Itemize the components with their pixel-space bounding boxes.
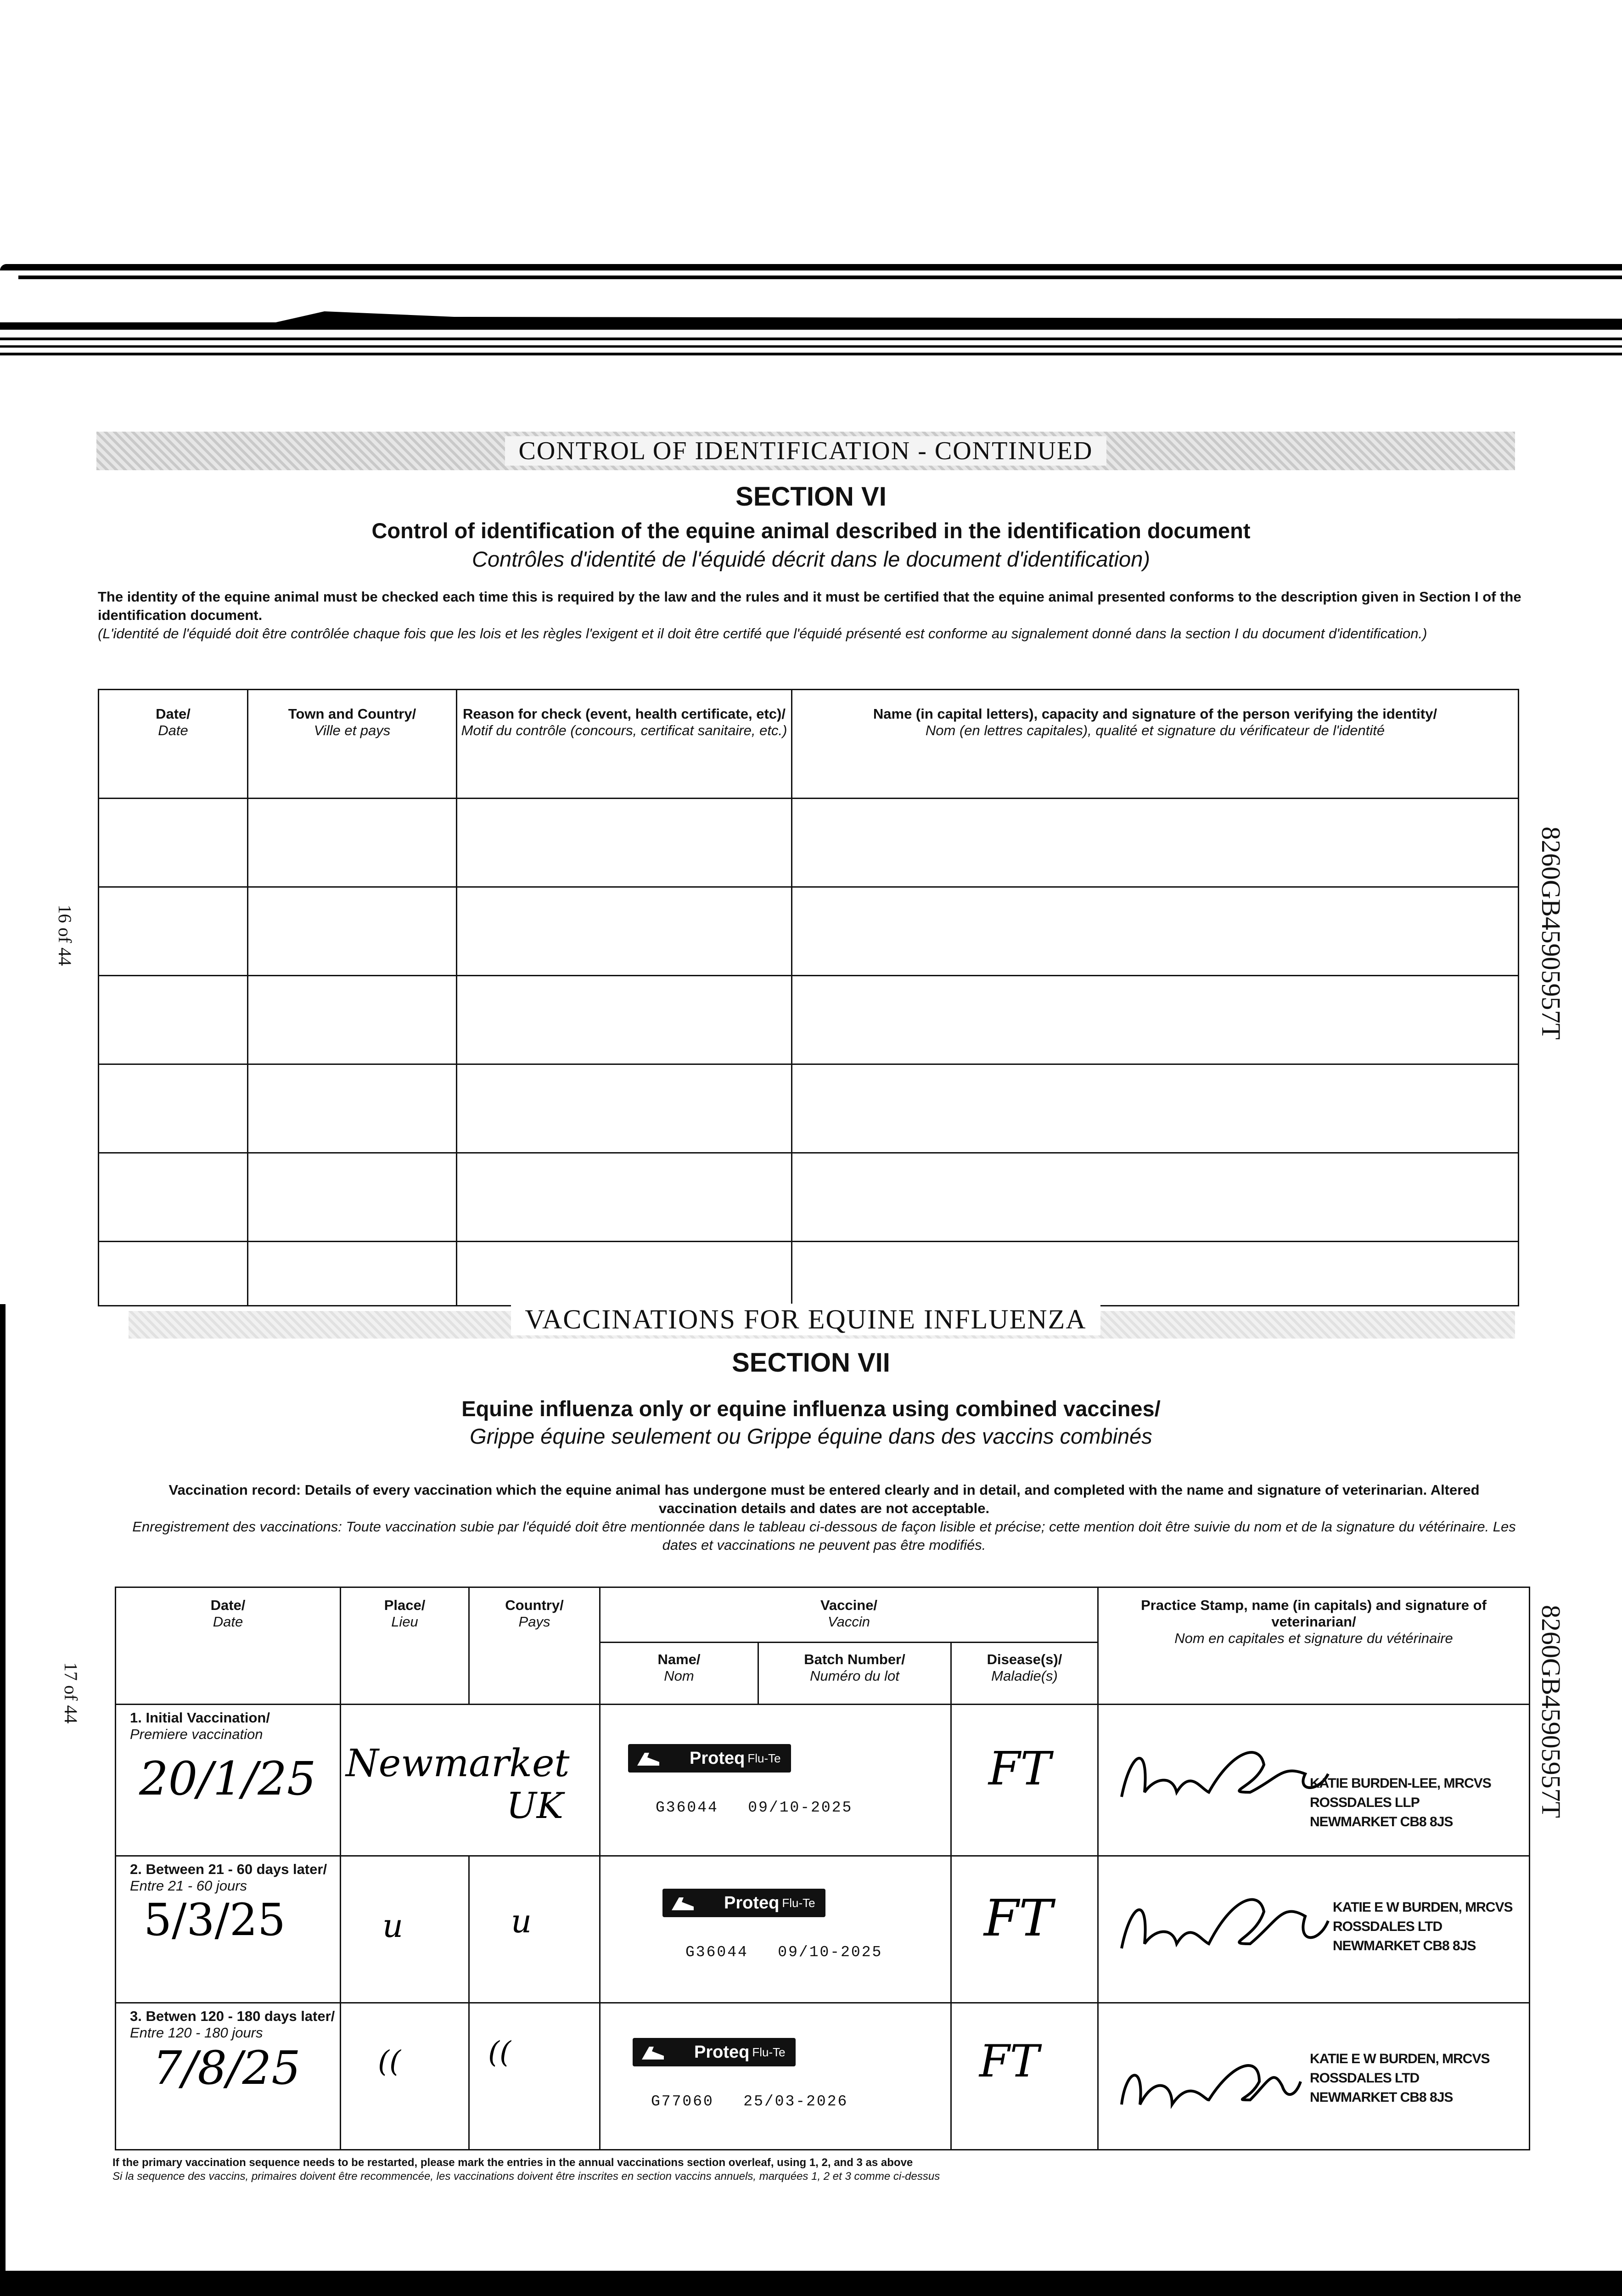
place-cell[interactable] bbox=[341, 2003, 469, 2150]
batch-expiry: 25/03-2026 bbox=[743, 2093, 848, 2110]
footnote-en: If the primary vaccination sequence needs to be restarted, please mark the entries in the annual vaccinations section overleaf, using 1, 2, and 3 as above bbox=[112, 2156, 913, 2169]
practice-cell[interactable] bbox=[1098, 1856, 1530, 2003]
identification-check-table bbox=[98, 689, 1519, 1306]
handwritten-date: 20/1/25 bbox=[139, 1752, 316, 1806]
table-row bbox=[99, 1242, 1519, 1306]
batch-line bbox=[656, 1799, 853, 1816]
section6-intro bbox=[98, 588, 1526, 643]
col-header-disease: Disease(s)/ Maladie(s) bbox=[951, 1643, 1098, 1705]
date-cell[interactable] bbox=[99, 1064, 248, 1153]
vet-signature bbox=[1112, 1723, 1333, 1815]
document-id-top: 8260GB45905957T bbox=[1536, 827, 1566, 1040]
reason-cell[interactable] bbox=[457, 799, 792, 887]
verifier-cell[interactable] bbox=[792, 887, 1519, 976]
col-header-practice: Practice Stamp, name (in capitals) and signature of veterinarian/ Nom en capitales et signature du vétérinaire bbox=[1098, 1587, 1530, 1705]
vet-signature bbox=[1112, 2026, 1305, 2118]
town-cell[interactable] bbox=[248, 887, 457, 976]
col-header-reason: Reason for check (event, health certificate, etc)/ Motif du contrôle (concours, certificat sanitaire, etc.) bbox=[457, 690, 792, 799]
section6-banner-text: CONTROL OF IDENTIFICATION - CONTINUED bbox=[505, 436, 1107, 466]
batch-number: G36044 bbox=[685, 1944, 748, 1961]
scan-edge-bottom bbox=[0, 2271, 1622, 2296]
date-cell[interactable]: 2. Between 21 - 60 days later/ Entre 21 - 60 jours 5/3/25 bbox=[116, 1856, 341, 2003]
scan-edge-top-1 bbox=[0, 264, 1622, 270]
date-cell[interactable] bbox=[99, 887, 248, 976]
place-cell[interactable] bbox=[341, 1856, 469, 2003]
scan-edge-top-2 bbox=[18, 276, 1622, 279]
date-cell[interactable]: 3. Betwen 120 - 180 days later/ Entre 120 - 180 jours 7/8/25 bbox=[116, 2003, 341, 2150]
reason-cell[interactable] bbox=[457, 887, 792, 976]
practice-stamp: KATIE E W BURDEN, MRCVS ROSSDALES LTD NEWMARKET CB8 8JS bbox=[1333, 1900, 1513, 1953]
scan-edge-top-4 bbox=[0, 338, 1622, 340]
col-header-place: Place/ Lieu bbox=[341, 1587, 469, 1705]
vaccination-table bbox=[115, 1587, 1530, 2150]
handwritten-country: (( bbox=[488, 2036, 511, 2070]
vaccine-sticker: Proteq Flu-Te bbox=[633, 2038, 796, 2066]
practice-cell[interactable] bbox=[1098, 2003, 1530, 2150]
section6-label: SECTION VI bbox=[735, 482, 887, 512]
section7-banner-text: VACCINATIONS FOR EQUINE INFLUENZA bbox=[511, 1304, 1100, 1335]
scan-edge-top-3 bbox=[0, 311, 1622, 330]
col-header-vaccine-name: Name/ Nom bbox=[600, 1643, 758, 1705]
batch-number: G36044 bbox=[656, 1799, 718, 1816]
col-header-town: Town and Country/ Ville et pays bbox=[248, 690, 457, 799]
handwritten-disease: FT bbox=[988, 1742, 1051, 1795]
col-header-date: Date/ Date bbox=[99, 690, 248, 799]
table-row bbox=[99, 976, 1519, 1064]
vaccine-sticker: Proteq Flu-Te bbox=[628, 1744, 791, 1773]
practice-cell[interactable] bbox=[1098, 1705, 1530, 1856]
section7-title-en: Equine influenza only or equine influenza using combined vaccines/ bbox=[461, 1396, 1161, 1421]
verifier-cell[interactable] bbox=[792, 1153, 1519, 1242]
section6-intro-en: The identity of the equine animal must be checked each time this is required by the law and the rules and it must be certified that the equine animal presented conforms to the description given in Section I of the identification document. bbox=[98, 589, 1521, 623]
town-cell[interactable] bbox=[248, 799, 457, 887]
col-header-verifier: Name (in capital letters), capacity and signature of the person verifying the identity/ Nom (en lettres capitales), qualité et signature du vérificateur de l'identité bbox=[792, 690, 1519, 799]
verifier-cell[interactable] bbox=[792, 976, 1519, 1064]
table-row bbox=[99, 799, 1519, 887]
batch-expiry: 09/10-2025 bbox=[778, 1944, 883, 1961]
country-cell[interactable] bbox=[469, 2003, 600, 2150]
section6-title-fr: Contrôles d'identité de l'équidé décrit dans le document d'identification) bbox=[472, 547, 1150, 571]
town-cell[interactable] bbox=[248, 1153, 457, 1242]
handwritten-date: 7/8/25 bbox=[153, 2041, 301, 2095]
scan-edge-top-6 bbox=[0, 353, 1622, 355]
scan-edge-top-5 bbox=[0, 345, 1622, 348]
section6-banner bbox=[96, 432, 1515, 470]
reason-cell[interactable] bbox=[457, 1064, 792, 1153]
date-cell[interactable] bbox=[99, 799, 248, 887]
section7-label: SECTION VII bbox=[732, 1348, 890, 1378]
verifier-cell[interactable] bbox=[792, 799, 1519, 887]
reason-cell[interactable] bbox=[457, 1242, 792, 1306]
town-cell[interactable] bbox=[248, 1242, 457, 1306]
handwritten-place: Newmarket bbox=[346, 1742, 570, 1785]
table-row bbox=[99, 1153, 1519, 1242]
handwritten-disease: FT bbox=[979, 2036, 1039, 2087]
verifier-cell[interactable] bbox=[792, 1064, 1519, 1153]
batch-line bbox=[651, 2093, 848, 2110]
handwritten-place: u bbox=[382, 1907, 404, 1945]
handwritten-country: u bbox=[511, 1902, 532, 1940]
practice-stamp: KATIE E W BURDEN, MRCVS ROSSDALES LTD NEWMARKET CB8 8JS bbox=[1310, 2051, 1490, 2105]
table-row bbox=[99, 1064, 1519, 1153]
batch-expiry: 09/10-2025 bbox=[748, 1799, 853, 1816]
vaccine-label-cell[interactable] bbox=[600, 1705, 951, 1856]
document-id-bottom: 8260GB45905957T bbox=[1536, 1605, 1566, 1818]
vaccine-logo-icon bbox=[634, 1748, 662, 1768]
handwritten-date: 5/3/25 bbox=[144, 1894, 286, 1946]
vaccine-label-cell[interactable] bbox=[600, 2003, 951, 2150]
date-cell[interactable] bbox=[99, 976, 248, 1064]
page-number-bottom: 17 of 44 bbox=[61, 1662, 81, 1724]
table-row bbox=[99, 887, 1519, 976]
vaccination-row-3 bbox=[116, 2003, 1530, 2150]
vaccine-sticker: Proteq Flu-Te bbox=[662, 1889, 825, 1917]
disease-cell[interactable] bbox=[951, 2003, 1098, 2150]
vaccine-logo-icon bbox=[639, 2042, 667, 2062]
batch-line bbox=[685, 1944, 882, 1961]
col-header-batch: Batch Number/ Numéro du lot bbox=[758, 1643, 951, 1705]
col-header-date: Date/ Date bbox=[116, 1587, 341, 1705]
section7-intro-fr: Enregistrement des vaccinations: Toute vaccination subie par l'équidé doit être mentionnée dans le tableau ci-dessous de façon lisible et précise; cette mention doit être suivie du nom et de la signature du vétérinaire. Les dates et vaccinations ne peuvent pas être modifiés. bbox=[132, 1519, 1516, 1553]
date-cell[interactable]: 1. Initial Vaccination/ Premiere vaccination 20/1/25 bbox=[116, 1705, 341, 1856]
section6-intro-fr: (L'identité de l'équidé doit être contrôlée chaque fois que les lois et les règles l'exigent et il doit être certifé que l'équidé présenté est conforme au signalement donné dans la section I du document d'identification.) bbox=[98, 625, 1427, 642]
handwritten-disease: FT bbox=[984, 1889, 1053, 1947]
vaccine-label-cell[interactable] bbox=[600, 1856, 951, 2003]
scan-edge-left bbox=[0, 1304, 6, 2296]
verifier-cell[interactable] bbox=[792, 1242, 1519, 1306]
page-number-top: 16 of 44 bbox=[55, 905, 75, 966]
col-header-vaccine: Vaccine/ Vaccin bbox=[600, 1587, 1098, 1643]
vaccination-row-1 bbox=[116, 1705, 1530, 1856]
date-cell[interactable] bbox=[99, 1153, 248, 1242]
section7-intro-en: Vaccination record: Details of every vaccination which the equine animal has undergone must be entered clearly and in detail, and completed with the name and signature of veterinarian. Altered vaccination details and dates are not acceptable. bbox=[168, 1482, 1480, 1516]
vet-signature bbox=[1112, 1875, 1333, 1967]
footnote-fr: Si la sequence des vaccins, primaires doivent être recommencée, les vaccinations doivent être inscrites en section vaccins annuels, marquées 1, 2 et 3 comme ci-dessus bbox=[112, 2170, 940, 2183]
date-cell[interactable] bbox=[99, 1242, 248, 1306]
disease-cell[interactable] bbox=[951, 1705, 1098, 1856]
handwritten-place: (( bbox=[378, 2045, 401, 2079]
country-cell[interactable] bbox=[469, 1856, 600, 2003]
vaccination-row-2 bbox=[116, 1856, 1530, 2003]
reason-cell[interactable] bbox=[457, 1153, 792, 1242]
section7-banner bbox=[96, 1303, 1515, 1335]
place-country-cell[interactable] bbox=[341, 1705, 600, 1856]
town-cell[interactable] bbox=[248, 976, 457, 1064]
section6-title-en: Control of identification of the equine animal described in the identification document bbox=[371, 518, 1251, 543]
town-cell[interactable] bbox=[248, 1064, 457, 1153]
section7-title-fr: Grippe équine seulement ou Grippe équine dans des vaccins combinés bbox=[470, 1424, 1152, 1448]
disease-cell[interactable] bbox=[951, 1856, 1098, 2003]
batch-number: G77060 bbox=[651, 2093, 714, 2110]
vaccine-logo-icon bbox=[669, 1893, 696, 1913]
practice-stamp: KATIE BURDEN-LEE, MRCVS ROSSDALES LLP NEWMARKET CB8 8JS bbox=[1310, 1776, 1491, 1829]
reason-cell[interactable] bbox=[457, 976, 792, 1064]
handwritten-country: UK bbox=[506, 1785, 564, 1827]
col-header-country: Country/ Pays bbox=[469, 1587, 600, 1705]
section7-intro bbox=[129, 1481, 1520, 1554]
footnote bbox=[112, 2156, 940, 2183]
